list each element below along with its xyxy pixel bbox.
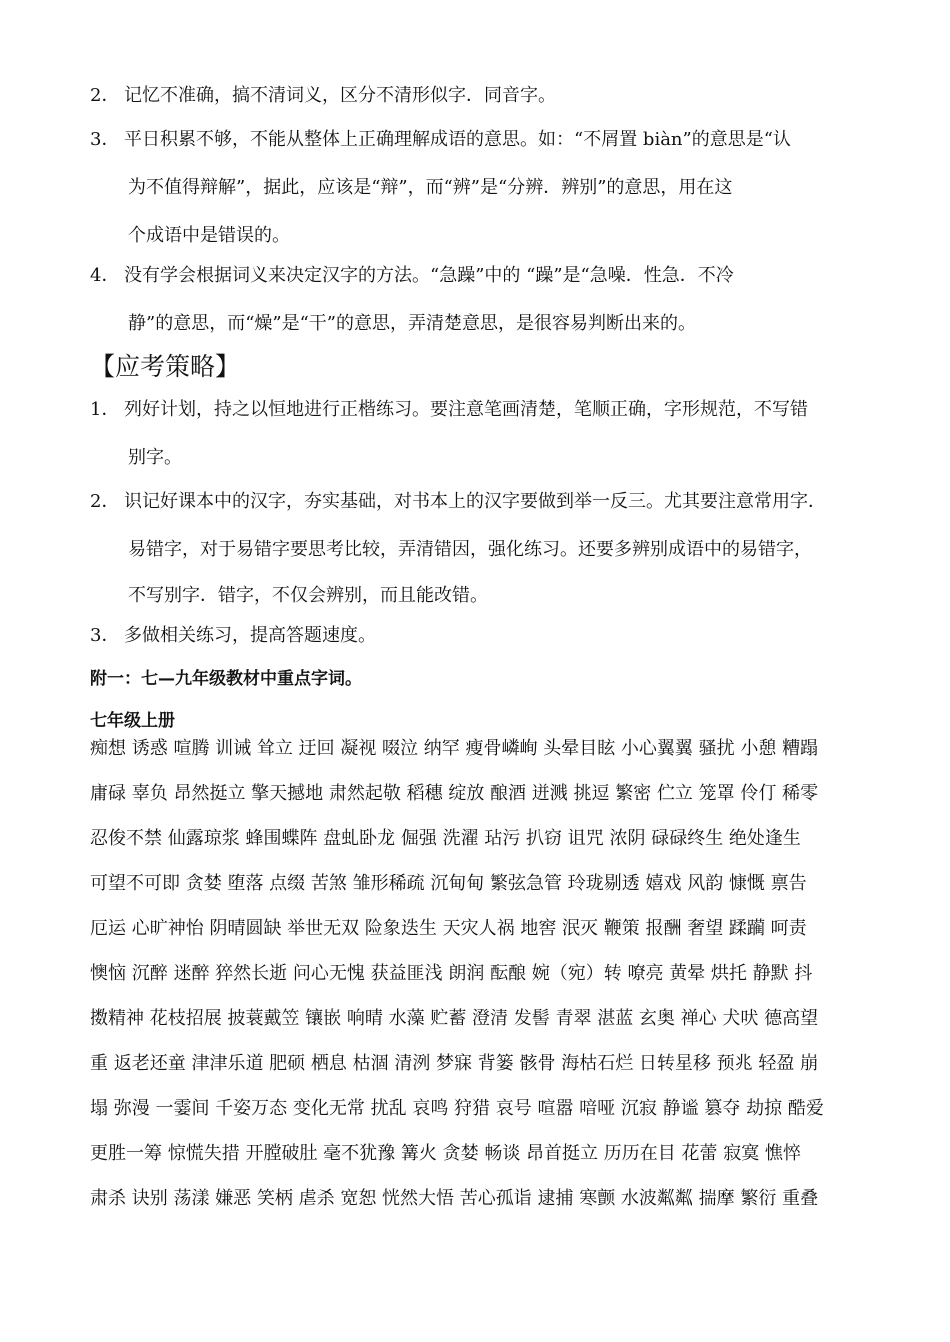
grade-title: 七年级上册 (90, 711, 175, 731)
word-line: 忍俊不禁 仙露琼浆 蜂围蝶阵 盘虬卧龙 倔强 洗濯 玷污 扒窃 诅咒 浓阴 碌碌终生 绝处逢生 (90, 828, 801, 849)
word-line: 可望不可即 贪婪 堕落 点缀 苦煞 雏形稀疏 沉甸甸 繁弦急管 玲珑剔透 嬉戏 风韵 慷慨 禀告 (90, 873, 807, 894)
word-line: 肃杀 诀别 荡漾 嫌恶 笑柄 虐杀 宽恕 恍然大悟 苦心孤诣 逮捕 寒颤 水波粼粼 揣摩 繁衍 重叠 (90, 1188, 819, 1209)
strategy-heading: 【应考策略】 (90, 352, 241, 381)
word-line: 懊恼 沉醉 迷醉 猝然长逝 问心无愧 获益匪浅 朗润 酝酿 婉（宛）转 嘹亮 黄晕 烘托 静默 抖 (90, 963, 813, 984)
reason-text: 个成语中是错误的。 (128, 225, 290, 246)
strategy-text: 别字。 (128, 447, 182, 468)
word-line: 塌 弥漫 一霎间 千姿万态 变化无常 扰乱 哀鸣 狩猎 哀号 喧嚣 喑哑 沉寂 静谧 篡夺 劫掠 酷爱 (90, 1098, 824, 1119)
word-line: 痴想 诱惑 喧腾 训诫 耸立 迂回 凝视 啜泣 纳罕 瘦骨嶙峋 头晕目眩 小心翼翼 骚扰 小憩 糟蹋 (90, 738, 819, 759)
reason-text: 记忆不准确，搞不清词义，区分不清形似字．同音字。 (124, 85, 556, 106)
reason-text: 平日积累不够，不能从整体上正确理解成语的意思。如：“不屑置 biàn”的意思是“认 (124, 129, 791, 150)
word-line: 擞精神 花枝招展 披蓑戴笠 镶嵌 响晴 水藻 贮蓄 澄清 发髻 青翠 湛蓝 玄奥 禅心 犬吠 德高望 (90, 1008, 819, 1029)
word-line: 重 返老还童 津津乐道 肥硕 栖息 枯涸 清洌 梦寐 背篓 骸骨 海枯石烂 日转星移 预兆 轻盈 崩 (90, 1053, 819, 1074)
reason-text: 为不值得辩解”，据此，应该是“辩”，而“辨”是“分辨．辨别”的意思，用在这 (128, 177, 733, 198)
strategy-number: 3． (90, 625, 120, 646)
reason-number: 4． (90, 265, 120, 286)
strategy-text: 多做相关练习，提高答题速度。 (124, 625, 376, 646)
word-line: 更胜一筹 惊慌失措 开膛破肚 毫不犹豫 篝火 贪婪 畅谈 昂首挺立 历历在目 花蕾 寂寞 憔悴 (90, 1143, 801, 1164)
strategy-text: 不写别字．错字，不仅会辨别，而且能改错。 (128, 585, 488, 606)
word-line: 厄运 心旷神怡 阴晴圆缺 举世无双 险象迭生 天灾人祸 地窖 泯灭 鞭策 报酬 奢望 蹂躏 呵责 (90, 918, 807, 939)
appendix-title: 附一：七—九年级教材中重点字词。 (90, 669, 362, 689)
strategy-text: 识记好课本中的汉字，夯实基础，对书本上的汉字要做到举一反三。尤其要注意常用字． (124, 491, 826, 512)
word-line: 庸碌 辜负 昂然挺立 擎天撼地 肃然起敬 稻穗 绽放 酿酒 迸溅 挑逗 繁密 伫立 笼罩 伶仃 稀零 (90, 783, 819, 804)
reason-text: 没有学会根据词义来决定汉字的方法。“急躁”中的 “躁”是“急噪．性急．不冷 (124, 265, 734, 286)
strategy-text: 易错字，对于易错字要思考比较，弄清错因，强化练习。还要多辨别成语中的易错字， (128, 539, 812, 560)
strategy-number: 2． (90, 491, 120, 512)
strategy-text: 列好计划，持之以恒地进行正楷练习。要注意笔画清楚，笔顺正确，字形规范，不写错 (124, 399, 808, 420)
word-list (90, 726, 865, 1221)
reason-text: 静”的意思，而“燥”是“干”的意思，弄清楚意思，是很容易判断出来的。 (128, 313, 697, 334)
reason-number: 3． (90, 129, 120, 150)
reason-number: 2． (90, 85, 120, 106)
strategy-number: 1． (90, 399, 120, 420)
